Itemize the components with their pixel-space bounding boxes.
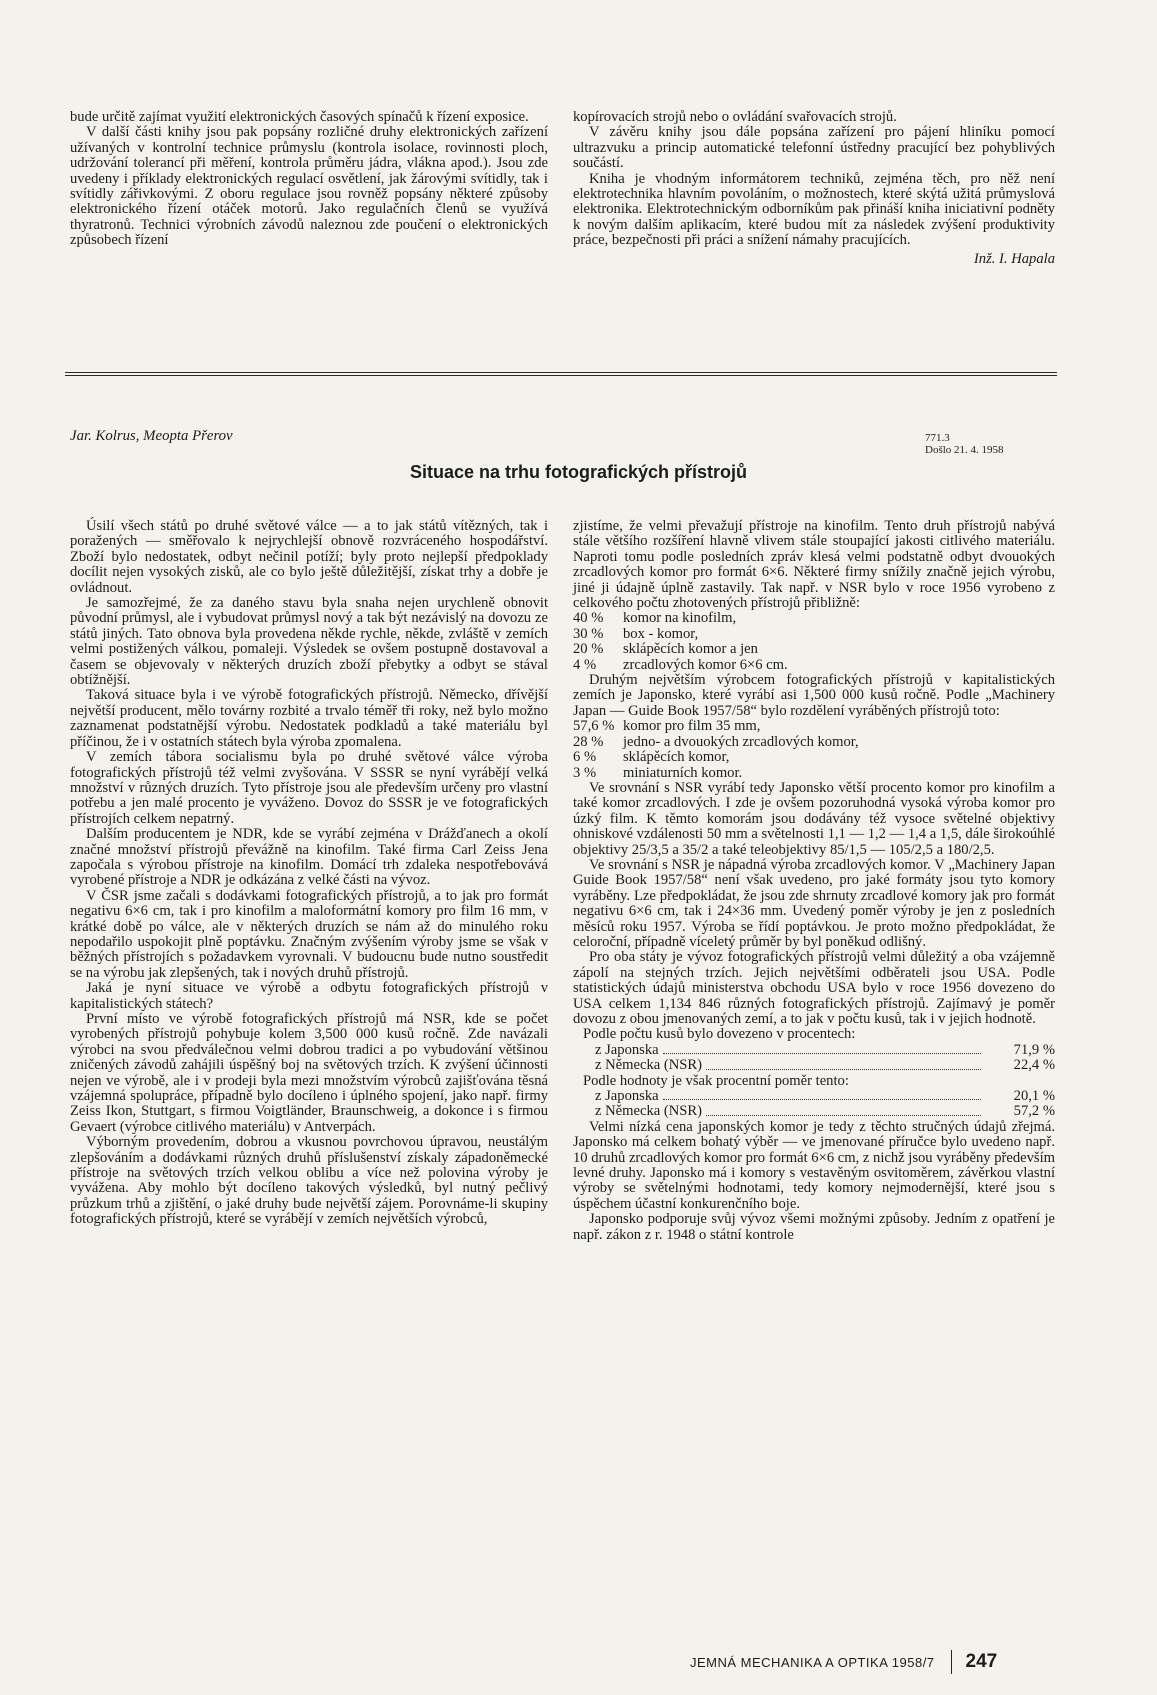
stat-row: z Japonska 71,9 % bbox=[595, 1041, 1055, 1058]
stat-row: z Japonska 20,1 % bbox=[595, 1088, 1055, 1105]
article-paragraph: Dalším producentem je NDR, kde se vyrábí zejména v Drážďanech a okolí značné množství přístrojů převážně na kinofilm. Také firma Carl Zeiss Jena započala s výrobou přístroje na kinofilm. Domácí trh zdaleka nespotřebovává vyrobené přístroje a NDR je odkázána z velké části na vývoz. bbox=[70, 826, 548, 889]
list-item: 57,6 % komor pro film 35 mm, bbox=[573, 718, 761, 735]
article-left-column bbox=[70, 519, 548, 1228]
journal-name: JEMNÁ MECHANIKA A OPTIKA 1958/7 bbox=[690, 1654, 935, 1670]
review-left-column bbox=[70, 110, 548, 249]
article-paragraph: Druhým největším výrobcem fotografických přístrojů v kapitalistických zemích je Japonsko, které vyrábí asi 1,500 000 kusů ročně. Podle „Machinery Japan — Guide Book 1957/58“ bylo rozdělení vyráběných přístrojů toto: bbox=[573, 672, 1055, 719]
article-paragraph: Pro oba státy je vývoz fotografických přístrojů velmi důležitý a oba vzájemně zápolí na stejných trzích. Jejich největšími odběrateli jsou USA. Podle statistických údajů ministerstva obchodu USA bylo v roce 1956 dovezeno do USA celkem 1,134 846 různých fotografických přístrojů. Zajímavý je poměr dovozu z obou jmenovaných zemí, a to jak v počtu kusů, tak i v jejich hodnotě. bbox=[573, 949, 1055, 1027]
page-footer bbox=[690, 1648, 1055, 1676]
article-meta bbox=[925, 432, 1004, 456]
article-paragraph: Je samozřejmé, že za daného stavu byla snaha nejen urychleně obnovit původní průmysl, ale i vybudovat průmysl nový a tak být nezávislý na dovozu ze států jiných. Tato obnova byla provedena někde rychle, někde, zvláště v zemích velmi postižených válkou, pomaleji. Výsledek se ovšem postupně dostavoval a časem se objevovaly v některých druzích zboží přebytky a odbyt se stával obtížnější. bbox=[70, 595, 548, 689]
review-right-column bbox=[573, 110, 1055, 267]
article-paragraph: V zemích tábora socialismu byla po druhé světové válce výroba fotografických přístrojů též velmi zvyšována. V SSSR se nyní vyrábějí velká množství v různých druzích. Tyto přístroje jsou ale především určeny pro vlastní potřebu a jen malé procento je vyváženo. Dovoz do SSSR je ve fotografických přístrojích celkem nepatrný. bbox=[70, 749, 548, 827]
review-paragraph: kopírovacích strojů nebo o ovládání svařovacích strojů. bbox=[573, 109, 897, 125]
review-paragraph: V závěru knihy jsou dále popsána zařízení pro pájení hliníku pomocí ultrazvuku a princip automatické telefonní ústředny pracující bez pohyblivých součástí. bbox=[573, 124, 1055, 172]
classification-number: 771.3 bbox=[925, 432, 950, 444]
list-item: 20 % sklápěcích komor a jen bbox=[573, 641, 758, 658]
stat-row: z Německa (NSR) 57,2 % bbox=[595, 1103, 1055, 1120]
article-paragraph: Velmi nízká cena japonských komor je tedy z těchto stručných údajů zřejmá. Japonsko má celkem bohatý výběr — ve jmenované příručce bylo uvedeno např. 10 druhů zrcadlových komor pro formát 6×6 cm, z nichž jsou vyráběny především levné druhy. Japonsko má i komory s vestavěným osvitoměrem, závěrkou vlastní výroby se světelnými hodnotami, tedy komory nejmodernější, které jsou s úspěchem účastní konkurenčního boje. bbox=[573, 1118, 1055, 1212]
import-count-heading: Podle počtu kusů bylo dovezeno v procentech: bbox=[583, 1026, 856, 1043]
list-item: 28 % jedno- a dvouokých zrcadlových komor, bbox=[573, 733, 859, 750]
article-paragraph: V ČSR jsme začali s dodávkami fotografických přístrojů, a to jak pro formát negativu 6×6 cm, tak i pro kinofilm a maloformátní komory pro film 16 mm, v krátké době po válce, ale v některých druzích se nám až do minulého roku nepodařilo uspokojit plně poptávku. Značným zvýšením výroby jsme se však v běžných přístrojích s požadavkem vyrovnali. V budoucnu bude nutno soustředit se na výrobu jak zlepšených, tak i nových druhů přístrojů. bbox=[70, 887, 548, 981]
section-divider bbox=[65, 372, 1057, 373]
list-item: 6 % sklápěcích komor, bbox=[573, 749, 730, 766]
article-author: Jar. Kolrus, Meopta Přerov bbox=[70, 428, 233, 444]
received-date: Došlo 21. 4. 1958 bbox=[925, 444, 1004, 456]
article-right-column bbox=[573, 519, 1055, 1243]
article-paragraph: Ve srovnání s NSR vyrábí tedy Japonsko větší procento komor pro kinofilm a také komor zrcadlových. I zde je ovšem pozoruhodná vysoká výroba komor pro úzký film. K těmto komorám jsou dodávány též vysoce světelné objektivy ohniskové vzdálenosti 50 mm a světelnosti 1,1 — 1,2 — 1,4 a 1,5, dále širokoúhlé objektivy 25/3,5 a 35/2 a také teleobjektivy 85/1,5 — 105/2,5 a 180/2,5. bbox=[573, 779, 1055, 858]
article-paragraph: Výborným provedením, dobrou a vkusnou povrchovou úpravou, neustálým zlepšováním a dodávkami různých druhů příslušenství získaly západoněmecké přístroje na světových trzích velkou oblibu a více než polovina výroby je vyvážena. Aby mohlo být docíleno takových výsledků, byl nutný pečlivý průzkum trhů a zjištění, o jaké druhy bude největší zájem. Porovnáme-li skupiny fotografických přístrojů, které se vyrábějí v zemích největších výrobců, bbox=[70, 1134, 548, 1228]
page-number: 247 bbox=[965, 1651, 998, 1672]
article-paragraph: První místo ve výrobě fotografických přístrojů má NSR, kde se počet vyrobených přístrojů pohybuje kolem 3,500 000 kusů ročně. Zde navázali výrobci na svou předválečnou velmi dobrou tradici a po vybudování většinou zničených závodů zahájili úspěšný boj na světových trzích. K zvýšení účinnosti nejen ve výrobě, ale i v prodeji byla mezi množstvím výrobců zajišťována těsná vzájemná spolupráce, případně bylo docíleno i úplného spojení, jako např. firmy Zeiss Ikon, Stuttgart, s firmou Voigtländer, Braunschweig, a dokonce i s firmou Gevaert (výrobce citlivého materiálu) v Antverpách. bbox=[70, 1011, 548, 1135]
list-item: 4 % zrcadlových komor 6×6 cm. bbox=[573, 656, 788, 673]
review-paragraph: bude určitě zajímat využití elektronických časových spínačů k řízení exposice. bbox=[70, 109, 529, 125]
japan-breakdown-list bbox=[573, 719, 1055, 781]
article-paragraph: Taková situace byla i ve výrobě fotografických přístrojů. Německo, dřívější největší producent, mělo továrny rozbité a trvalo téměř tři roky, než bylo možno zaznamenat podstatnější výrobu. Nedostatek podkladů a také materiálu byl příčinou, že i v ostatních státech byla výroba zpomalena. bbox=[70, 687, 548, 750]
article-paragraph: Ve srovnání s NSR je nápadná výroba zrcadlových komor. V „Machinery Japan Guide Book 1957/58“ není však uvedeno, pro jaké formáty jsou tyto komory vyráběny. Lze předpokládat, že jsou zde shrnuty zrcadlové komory jak pro formát negativu 6×6 cm, tak i 24×36 mm. Uvedený poměr výroby je jen z posledních měsíců roku 1957. Výroba se řídí poptávkou. Je proto možno předpokládat, že celoroční, případně víceletý průměr by byl poněkud odlišný. bbox=[573, 856, 1055, 950]
article-title: Situace na trhu fotografických přístrojů bbox=[409, 462, 748, 482]
import-value-heading: Podle hodnoty je však procentní poměr tento: bbox=[583, 1072, 849, 1089]
review-paragraph: Kniha je vhodným informátorem techniků, zejména těch, pro něž není elektrotechnika hlavním povoláním, o možnostech, které skýtá užitá průmyslová elektronika. Elektrotechnickým odborníkům pak přináší kniha iniciativní podněty k novým dalším aplikacím, které budou mít za následek zvýšení produktivity práce, bezpečnosti při práci a snížení námahy pracujících. bbox=[573, 170, 1055, 249]
article-paragraph: Úsilí všech států po druhé světové válce — a to jak států vítězných, tak i poražených — směřovalo k nejrychlejší obnově rozvráceného hospodářství. Zboží bylo nedostatek, odbyt nečinil potíží; byly proto nejlepší předpoklady docílit nejen vysokých zisků, ale co bylo ještě důležitější, získat trhy a dobře je ovládnout. bbox=[70, 518, 548, 596]
article-paragraph: Jaká je nyní situace ve výrobě a odbytu fotografických přístrojů v kapitalistických státech? bbox=[70, 980, 548, 1012]
section-divider bbox=[65, 375, 1057, 376]
list-item: 30 % box - komor, bbox=[573, 625, 699, 642]
nsr-breakdown-list bbox=[573, 611, 1055, 673]
footer-divider bbox=[951, 1650, 952, 1674]
review-signature: Inž. I. Hapala bbox=[973, 250, 1055, 267]
article-paragraph: Japonsko podporuje svůj vývoz všemi možnými způsoby. Jedním z opatření je např. zákon z r. 1948 o státní kontrole bbox=[573, 1211, 1055, 1243]
review-paragraph: V další části knihy jsou pak popsány rozličné druhy elektronických zařízení užívaných v kontrolní technice průmyslu (kontrola isolace, rovinnosti ploch, udržování tolerancí při měření, kontrola průměru jádra, vlákna apod.). Jsou zde uvedeny i příklady elektronických regulací osvětlení, jak žárovými svítidly, tak i svítidly zářivkovými. Z oboru regulace jsou rovněž popsány některé způsoby elektronického řízení otáček motorů. Jako regulačních členů se využívá thyratronů. Technici výrobních závodů naleznou zde poučení o elektronických způsobech řízení bbox=[70, 124, 548, 249]
list-item: 3 % miniaturních komor. bbox=[573, 764, 743, 781]
stat-row: z Německa (NSR) 22,4 % bbox=[595, 1057, 1055, 1074]
list-item: 40 % komor na kinofilm, bbox=[573, 610, 737, 627]
article-paragraph: zjistíme, že velmi převažují přístroje na kinofilm. Tento druh přístrojů nabývá stále většího rozšíření hlavně vlivem stále stoupající jakosti citlivého materiálu. Naproti tomu podle posledních zpráv klesá velmi podstatně odbyt dvouokých zrcadlových komor pro formát 6×6. Některé firmy snížily značně jejich výrobu, jiné ji údajně úplně zastavily. Tak např. v NSR bylo v roce 1956 vyrobeno z celkového počtu zhotovených přístrojů přibližně: bbox=[573, 518, 1055, 612]
